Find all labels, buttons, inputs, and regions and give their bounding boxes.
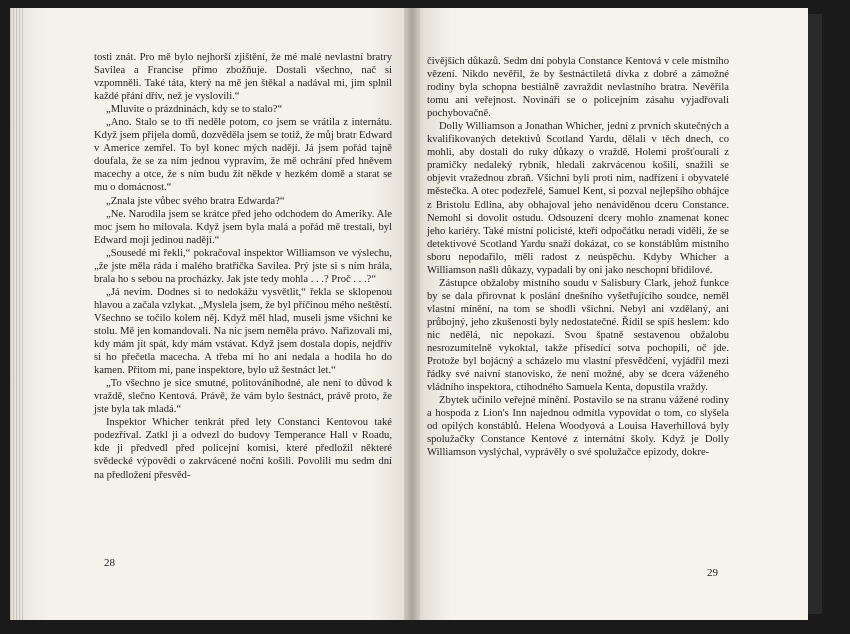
page-number-left: 28 xyxy=(104,557,115,569)
paragraph: „Ano. Stalo se to tři neděle potom, co jsem se vrátila z internátu. Když jsem přijela domů, dozvěděla jsem se totiž, že můj bratr Edward v Americe zemřel. To byl konec mých nadějí. Já jsem pořád tajně doufala, že se za ním jednou vypravím, že mě ochrání před hněvem macechy a otce, že s ním budu žít někde v hezkém domě a starat se mu o domácnost.“ xyxy=(94,117,393,194)
left-page-text xyxy=(94,51,392,482)
paragraph: „Ne. Narodila jsem se krátce před jeho odchodem do Ameriky. Ale moc jsem ho milovala. Když jsem byla malá a pořád mě trestali, byl Edward moji jedinou nadějí.“ xyxy=(94,208,392,246)
right-page-text xyxy=(427,55,729,459)
paragraph: „Znala jste vůbec svého bratra Edwarda?“ xyxy=(106,195,285,207)
paragraph: Dolly Williamson a Jonathan Whicher, jední z prvních skutečných a kvalifikovaných detektivů Scotland Yardu, dělali v těch dnech, co mohli, aby dostali do ruky důkazy o vraždě. Holemi prošťourali z pramičky nedaleký rybník, hledali zakrvácenou košili, snažili se objevit vražednou zbraň. Všichni byli proti nim, nadřízení i obyvatelé městečka. A otec podezřelé, Samuel Kent, si pozval nejlepšího obhájce z Bristolu Edlina, aby obhajoval jeho nenáviděnou dceru Constance. Nemohl si dovolit ostudu. Odsouzení dcery mohlo znamenat konec jeho kariéry. Také místní policisté, kteří odpočátku neradi viděli, že se detektivové Scotland Yardu snaží dokázat, co se konstáblům místního sboru nepodařilo, měli radost z neúspěchu. Kdyby Whicher a Williamson našli důkazy, vypadali by oni jako neschopní břídilové. xyxy=(427,121,729,276)
paragraph: „Já nevím. Dodnes si to nedokážu vysvětlit,“ řekla se sklopenou hlavou a začala vzlykat. „Myslela jsem, že byl příčinou mého neštěstí. Všechno se točilo kolem něj. Když měl hlad, museli jsme všichni ke stolu. Mě jen komandovali. Na nic jsem neměla právo. Nařizovali mi, kdy mám jít spát, kdy mám vstávat. Když jsem dostala dopis, nejdřív si ho přečetla macecha. A třeba mi ho ani nedala a hodila ho do kamen. Přitom mi, pane inspektore, bylo už šestnáct let.“ xyxy=(94,286,392,377)
book-cover-edge xyxy=(808,14,822,614)
book-spine xyxy=(404,8,420,620)
paragraph: „Sousedé mi řekli,“ pokračoval inspektor Williamson ve výslechu, „že jste měla ráda i malého bratříčka Savilea. Prý jste si s ním hrála, brala ho s sebou na procházky. Jak jste tedy mohla . . .? Proč . . .?“ xyxy=(94,247,392,285)
paragraph: Zástupce obžaloby místního soudu v Salisbury Clark, jehož funkce by se dala přirovnat k poslání dnešního vyšetřujícího soudce, neměl vlastní mínění, na tom se shodli všichni. Nebyl ani vzdělaný, ani průbojný, jeho zkušenosti byly nedostatečné. Řídil se spíš heslem: kdo nic nedělá, nic nepokazí. Svou špatně sestavenou obžalobu nesrozumitelně vykoktal, takže přísedící sotva pochopili, oč jde. Protože byl bojácný a scházelo mu vlastní přesvědčení, vyjádřil mezi řádky své naivní stanovisko, že není možné, aby se dcera váženého vládního inspektora, ctihodného Samuela Kenta, dopustila vraždy. xyxy=(427,277,729,394)
paragraph: Inspektor Whicher tenkrát před lety Constanci Kentovou také podezříval. Zatkl ji a odvezl do budovy Temperance Hall v Roadu, kde ji předvedl před policejní komisi, které předložil některé svědecké výpovědi o zakrvácené noční košili. Povolili mu sedm dní na předložení přesvěd- xyxy=(94,417,392,481)
page-number-right: 29 xyxy=(707,567,718,579)
page-edges xyxy=(10,8,24,620)
paragraph: Zbytek učinilo veřejné mínění. Postavilo se na stranu vážené rodiny a hospoda z Lion's Inn najednou odmítla vypovídat o tom, co slyšela od opilých konstáblů. Helena Woodyová a Louisa Haverhillová byly spolužačky Constance Kentové z internátní školy. Když je Dolly Williamson vyslýchal, vyprávěly o své spolužačce epizody, dokre- xyxy=(427,395,729,459)
paragraph: čivějších důkazů. Sedm dní pobyla Constance Kentová v cele místního vězení. Nikdo nevěřil, že by šestnáctiletá dívka z dobré a zámožné rodiny byla schopna bestiálně zavraždit nevlastního bratra. Nevěřila tomu ani veřejnost. Novináři se o policejním zásahu vyjadřovali pochybovačně. xyxy=(427,56,729,120)
paragraph: tosti znát. Pro mě bylo nejhorší zjištění, že mé malé nevlastní bratry Savilea a Francise přímo zbožňuje. Dostali všechno, nač si vzpomněli. Také táta, který na mě jen štěkal a nadával mi, jim splnil každé přání dřív, než je vyslovili.“ xyxy=(94,52,392,103)
paragraph: „To všechno je sice smutné, politováníhodné, ale není to důvod k vraždě, slečno Kentová. Právě, že vám bylo šestnáct, právě proto, že jste byla tak mladá.“ xyxy=(94,378,392,416)
paragraph: „Mluvite o prázdninách, kdy se to stalo?“ xyxy=(106,104,283,116)
